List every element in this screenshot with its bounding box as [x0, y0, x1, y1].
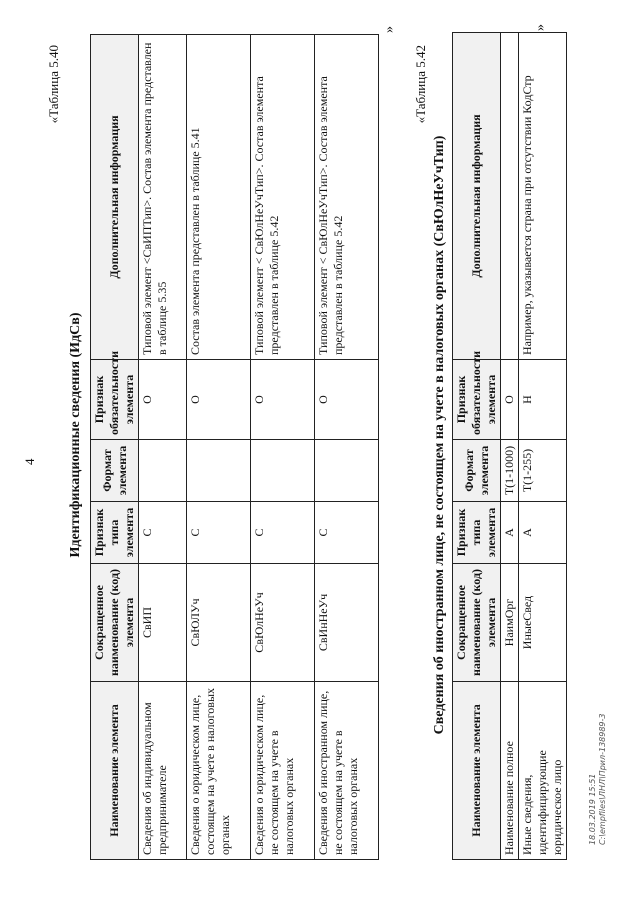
table2-title: Сведения об иностранном лице, не состоящем на учете в налоговых органах (СвЮлНеУчТип)	[432, 135, 447, 735]
header-code: Сокращенное наименование (код) элемента	[453, 564, 501, 682]
cell-info: Например, указывается страна при отсутствии КодСтр	[519, 33, 567, 360]
table1-caption: «Таблица 5.40	[46, 45, 61, 124]
table-row	[315, 35, 379, 860]
cell-required: О	[139, 360, 187, 440]
header-name: Наименование элемента	[91, 682, 139, 860]
header-format: Формат элемента	[453, 440, 501, 502]
cell-type: А	[501, 502, 519, 564]
cell-code: НаимОрг	[501, 564, 519, 682]
cell-required: О	[187, 360, 251, 440]
header-type: Признак типа элемента	[453, 502, 501, 564]
cell-code: СвИнНеУч	[315, 564, 379, 682]
cell-name: Наименование полное	[501, 682, 519, 860]
cell-required: О	[251, 360, 315, 440]
cell-code: СвЮлНеУч	[251, 564, 315, 682]
header-format: Формат элемента	[91, 440, 139, 502]
table2-closing-quote: »	[533, 24, 548, 31]
cell-format	[251, 440, 315, 502]
table-row	[139, 35, 187, 860]
header-name: Наименование элемента	[453, 682, 501, 860]
cell-required: О	[501, 360, 519, 440]
header-required: Признак обязательности элемента	[453, 360, 501, 440]
cell-info: Типовой элемент < СвЮлНеУчТип>. Состав элемента представлен в таблице 5.42	[251, 35, 315, 360]
foreign-entity-table	[452, 32, 567, 860]
header-info: Дополнительная информация	[91, 35, 139, 360]
header-info: Дополнительная информация	[453, 33, 501, 360]
cell-name: Сведения об индивидуальном предпринимателе	[139, 682, 187, 860]
cell-name: Сведения о юридическом лице, не состоящем на учете в налоговых органах	[251, 682, 315, 860]
cell-info: Типовой элемент < СвЮлНеУчТип>. Состав элемента представлен в таблице 5.42	[315, 35, 379, 360]
page-number: 4	[22, 458, 37, 465]
cell-code: СвЮЛУч	[187, 564, 251, 682]
cell-type: С	[251, 502, 315, 564]
cell-type: А	[519, 502, 567, 564]
cell-info	[501, 33, 519, 360]
table-row	[251, 35, 315, 860]
header-required: Признак обязательности элемента	[91, 360, 139, 440]
table2-header-row	[453, 33, 501, 860]
cell-name: Иные сведения, идентифицирующие юридическое лицо	[519, 682, 567, 860]
cell-required: Н	[519, 360, 567, 440]
cell-format: T(1-1000)	[501, 440, 519, 502]
cell-format: T(1-255)	[519, 440, 567, 502]
table1-closing-quote: »	[382, 26, 397, 33]
cell-info: Состав элемента представлен в таблице 5.41	[187, 35, 251, 360]
table-row	[519, 33, 567, 860]
file-path-stamp: С:\empfiles\ЛНЛ\Прил-138989-3	[598, 713, 607, 845]
cell-required: О	[315, 360, 379, 440]
table-row	[187, 35, 251, 860]
header-code: Сокращенное наименование (код) элемента	[91, 564, 139, 682]
table-row	[501, 33, 519, 860]
identification-table	[90, 34, 379, 860]
print-timestamp: 18.03.2019 15:51	[588, 773, 597, 845]
cell-code: ИныеСвед	[519, 564, 567, 682]
cell-type: С	[315, 502, 379, 564]
table2-caption: «Таблица 5.42	[413, 45, 428, 124]
cell-name: Сведения об иностранном лице, не состоящем на учете в налоговых органах	[315, 682, 379, 860]
table1-title: Идентификационные сведения (ИдСв)	[68, 312, 83, 558]
cell-format	[139, 440, 187, 502]
cell-format	[187, 440, 251, 502]
table1-header-row	[91, 35, 139, 860]
cell-name: Сведения о юридическом лице, состоящем на учете в налоговых органах	[187, 682, 251, 860]
cell-info: Типовой элемент <СвИПТип>. Состав элемента представлен в таблице 5.35	[139, 35, 187, 360]
cell-code: СвИП	[139, 564, 187, 682]
cell-type: С	[139, 502, 187, 564]
cell-type: С	[187, 502, 251, 564]
cell-format	[315, 440, 379, 502]
header-type: Признак типа элемента	[91, 502, 139, 564]
